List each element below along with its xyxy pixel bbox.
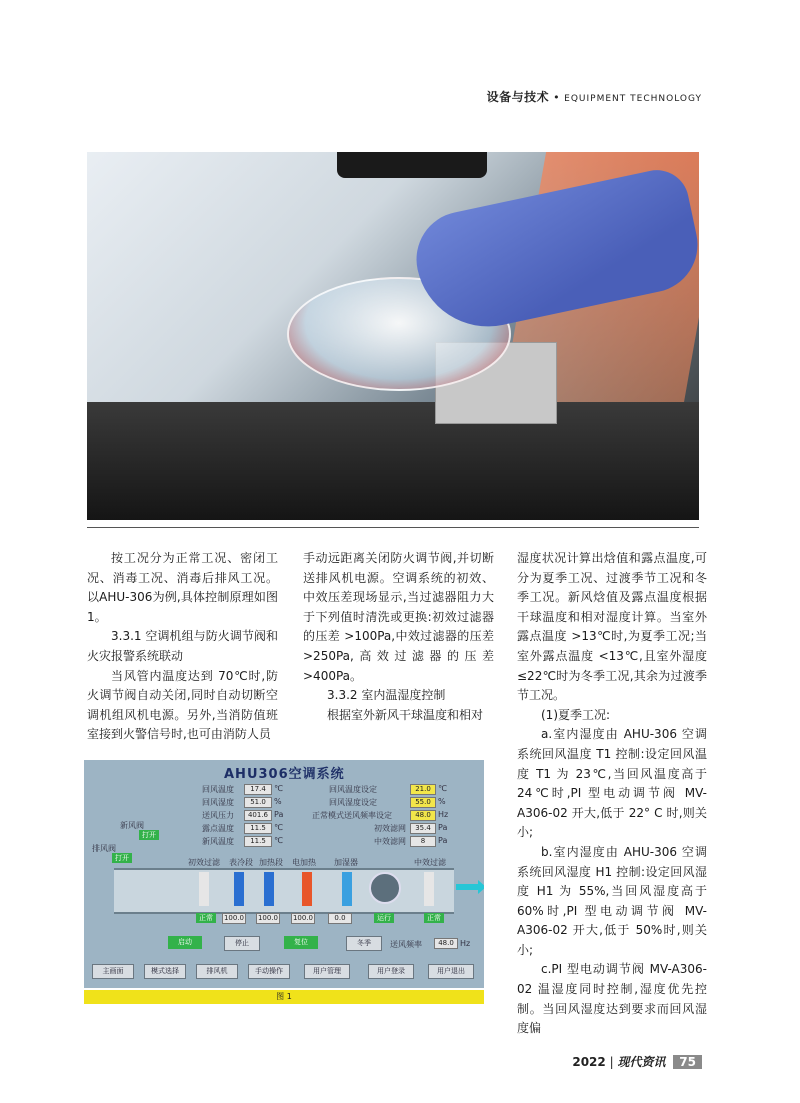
text-column-3 xyxy=(517,549,707,1039)
valve-value: 100.0 xyxy=(223,914,245,922)
lab-photo xyxy=(87,152,699,520)
microscope-lamp xyxy=(337,152,487,178)
section-title-en: EQUIPMENT TECHNOLOGY xyxy=(564,94,702,104)
nav-main-button[interactable]: 主画面 xyxy=(92,964,134,979)
figure-caption: 图 1 xyxy=(84,990,484,1004)
nav-logout-button[interactable]: 用户退出 xyxy=(428,964,474,979)
status-tag: 打开 xyxy=(139,830,159,840)
setpoint-unit: Hz xyxy=(438,810,449,819)
section-label: 排风阀 xyxy=(92,844,116,853)
nav-exhaust-button[interactable]: 排风机 xyxy=(196,964,238,979)
readout-unit: ℃ xyxy=(274,836,283,845)
fan-icon xyxy=(369,872,401,904)
reset-button[interactable]: 复位 xyxy=(284,936,318,949)
subheading: (1)夏季工况: xyxy=(541,707,611,722)
hmi-title: AHU306空调系统 xyxy=(224,767,345,782)
header-separator: • xyxy=(553,91,561,104)
readout-label: 新风温度 xyxy=(202,837,234,846)
electric-heater xyxy=(302,872,312,906)
paragraph: 根据室外新风干球温度和相对 xyxy=(327,707,484,722)
readout-value: 11.5 xyxy=(244,823,272,834)
readout-value: 17.4 xyxy=(244,784,272,795)
start-button[interactable]: 启动 xyxy=(168,936,202,949)
readout-value: 401.6 xyxy=(244,810,272,821)
section-label: 新风阀 xyxy=(120,821,144,830)
section-label: 中效过滤 xyxy=(414,858,446,867)
subheading: 3.3.2 室内温湿度控制 xyxy=(327,688,446,703)
text-column-1 xyxy=(87,549,278,745)
footer-separator: | xyxy=(609,1055,614,1069)
nav-user-manage-button[interactable]: 用户管理 xyxy=(304,964,350,979)
setpoint-label: 回风温度设定 xyxy=(329,785,377,794)
setpoint-value[interactable]: 55.0 xyxy=(410,797,436,808)
nav-login-button[interactable]: 用户登录 xyxy=(368,964,414,979)
page-footer xyxy=(572,1053,702,1070)
supply-arrow-icon xyxy=(456,884,478,890)
status-tag: 正常 xyxy=(424,913,444,923)
valve-value: 0.0 xyxy=(328,913,352,924)
setpoint-unit: % xyxy=(438,797,446,806)
microscope-stage xyxy=(87,402,699,520)
section-label: 加热段 xyxy=(259,858,283,867)
air-duct xyxy=(114,868,454,914)
filter-unit: Pa xyxy=(438,836,448,845)
section-label: 加湿器 xyxy=(334,858,358,867)
filter-label: 中效滤网 xyxy=(374,837,406,846)
text-column-2 xyxy=(303,549,494,725)
running-header xyxy=(487,88,702,105)
subheading: 3.3.1 空调机组与防火调节阀和火灾报警系统联动 xyxy=(87,629,278,663)
heating-coil xyxy=(264,872,274,906)
valve-value: 100.0 xyxy=(292,914,314,922)
readout-value: 51.0 xyxy=(244,797,272,808)
filter-label: 初效滤网 xyxy=(374,824,406,833)
filter-unit: Pa xyxy=(438,823,448,832)
readout-label: 送风压力 xyxy=(202,811,234,820)
setpoint-unit: ℃ xyxy=(438,784,447,793)
winter-mode-button[interactable]: 冬季 xyxy=(346,936,382,951)
readout-unit: ℃ xyxy=(274,823,283,832)
section-label: 初效过滤 xyxy=(188,858,220,867)
setpoint-label: 正常模式送风频率设定 xyxy=(312,811,392,820)
filter-element xyxy=(199,872,209,906)
section-label: 电加热 xyxy=(292,858,316,867)
section-title-cn: 设备与技术 xyxy=(486,90,550,104)
paragraph: 湿度状况计算出焓值和露点温度,可分为夏季工况、过渡季节工况和冬季工况。新风焓值及露点温度根据干球温度和相对湿度计算。当室外露点温度 >13℃时,为夏季工况;当室外露点温度 <13℃,且室外湿度≤22℃时为冬季工况,其余为过渡季节工况。 xyxy=(517,551,707,703)
paragraph: b.室内湿度由 AHU-306 空调系统回风湿度 H1 控制:设定回风湿度 H1 为 55%,当回风湿度高于 60%时,PI 型电动调节阀 MV-A306-02 开大,低于 50%时,则关小; xyxy=(517,844,707,957)
paragraph: a.室内湿度由 AHU-306 空调系统回风温度 T1 控制:设定回风温度 T1 为 23℃,当回风温度高于 24℃时,PI 型电动调节阀 MV-A306-02 开大,低于 22° C 时,则关小; xyxy=(517,727,707,840)
filter-value: 8 xyxy=(410,836,436,847)
magazine-name: 现代资讯 xyxy=(617,1055,666,1069)
freq-value: 48.0 xyxy=(434,938,458,949)
status-tag: 正常 xyxy=(196,913,216,923)
setpoint-value[interactable]: 21.0 xyxy=(410,784,436,795)
freq-unit: Hz xyxy=(460,939,471,948)
readout-unit: ℃ xyxy=(274,784,283,793)
humidifier xyxy=(342,872,352,906)
hmi-figure xyxy=(84,760,484,988)
status-tag: 运行 xyxy=(374,913,394,923)
paragraph: 手动远距离关闭防火调节阀,并切断送排风机电源。空调系统的初效、中效压差现场显示,当过滤器阻力大于下列值时清洗或更换:初效过滤器的压差 >100Pa,中效过滤器的压差 >250Pa,高效过滤器的压差 >400Pa。 xyxy=(303,551,494,683)
divider-line xyxy=(87,527,699,528)
paragraph: c.PI 型电动调节阀 MV-A306-02 温湿度同时控制,湿度优先控制。当回风湿度达到要求而回风湿度偏 xyxy=(517,962,707,1036)
cooling-coil xyxy=(234,872,244,906)
page-number: 75 xyxy=(673,1055,702,1069)
setpoint-value[interactable]: 48.0 xyxy=(410,810,436,821)
filter-value: 35.4 xyxy=(410,823,436,834)
paragraph: 按工况分为正常工况、密闭工况、消毒工况、消毒后排风工况。以AHU-306为例,具体控制原理如图1。 xyxy=(87,551,278,624)
valve-value: 100.0 xyxy=(257,914,279,922)
paragraph: 当风管内温度达到 70℃时,防火调节阀自动关闭,同时自动切断空调机组风机电源。另外,当消防值班室接到火警信号时,也可由消防人员 xyxy=(87,668,278,742)
readout-value: 11.5 xyxy=(244,836,272,847)
readout-unit: % xyxy=(274,797,282,806)
section-label: 表冷段 xyxy=(229,858,253,867)
nav-manual-button[interactable]: 手动操作 xyxy=(248,964,290,979)
freq-label: 送风频率 xyxy=(390,940,422,949)
stop-button[interactable]: 停止 xyxy=(224,936,260,951)
filter-element xyxy=(424,872,434,906)
nav-mode-button[interactable]: 模式选择 xyxy=(144,964,186,979)
readout-label: 回风湿度 xyxy=(202,798,234,807)
setpoint-label: 回风湿度设定 xyxy=(329,798,377,807)
readout-unit: Pa xyxy=(274,810,284,819)
readout-label: 回风温度 xyxy=(202,785,234,794)
footer-year: 2022 xyxy=(572,1055,606,1069)
readout-label: 露点温度 xyxy=(202,824,234,833)
status-tag: 打开 xyxy=(112,853,132,863)
